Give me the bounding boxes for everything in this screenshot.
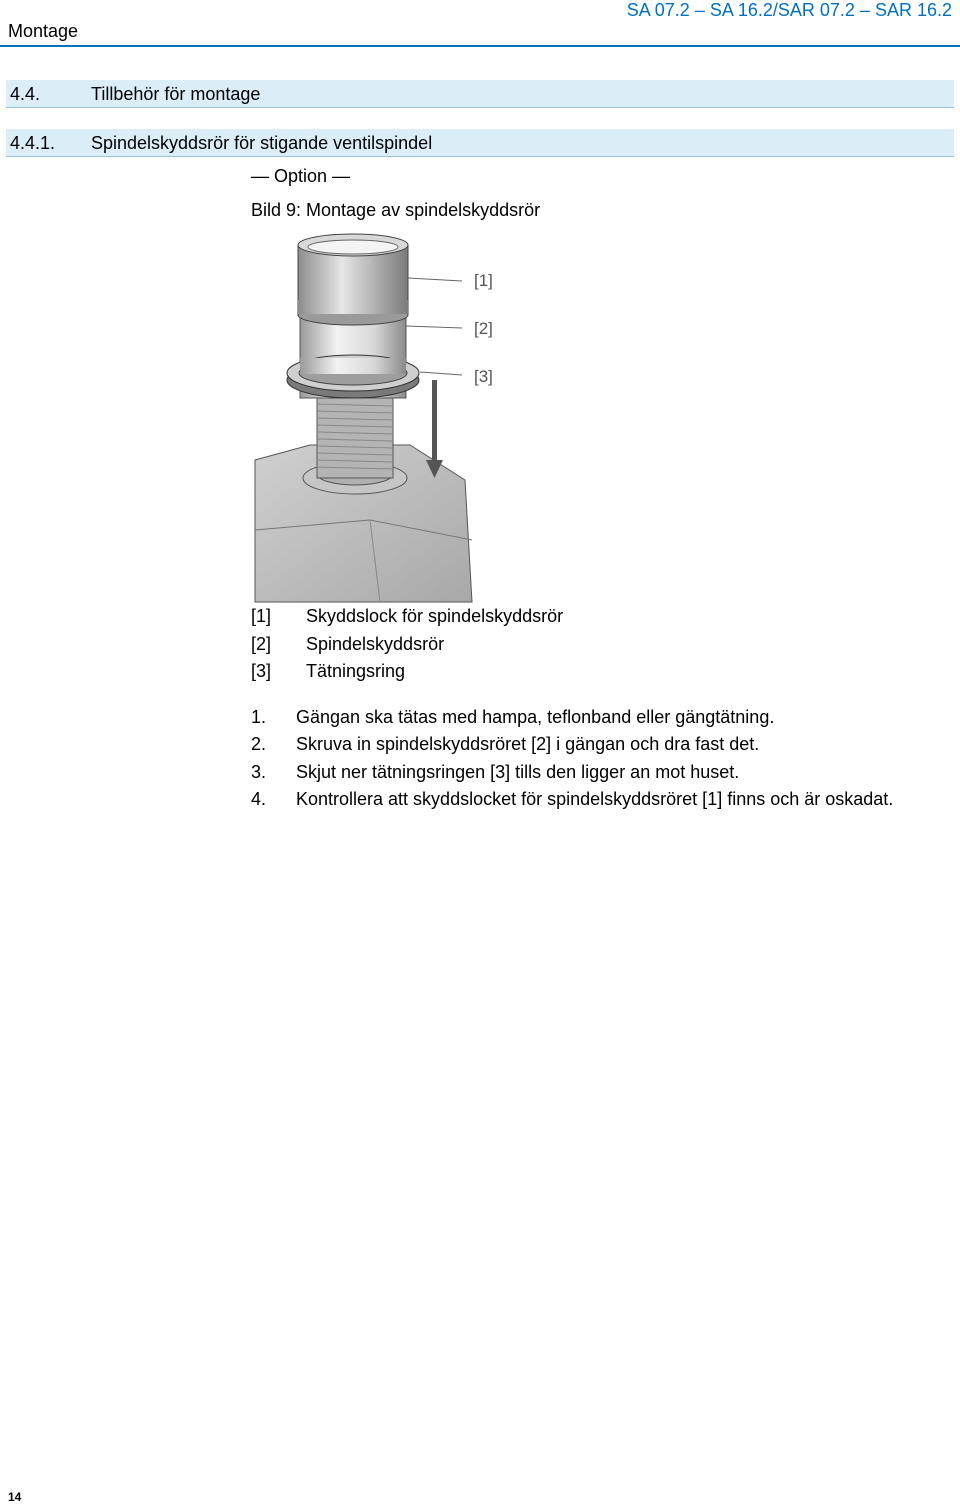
protective-cap [298,234,408,325]
legend-text: Tätningsring [306,661,406,681]
header-rule [0,45,960,47]
header-section: Montage [8,21,79,41]
legend-key: [2] [251,633,272,654]
subsection-title: Spindelskyddsrör för stigande ventilspindel [91,133,433,153]
legend-key: [3] [251,661,272,681]
callout-1: [1] [474,271,493,290]
step-text: Gängan ska tätas med hampa, teflonband eller gängtätning. [296,707,775,727]
spindle-protection-tube-illustration [250,230,510,605]
option-label: — Option — [251,166,351,186]
subsection-number: 4.4.1. [10,133,56,153]
section-title: Tillbehör för montage [91,84,261,104]
header-models: SA 07.2 – SA 16.2/SAR 07.2 – SAR 16.2 [626,0,952,20]
callout-2: [2] [474,319,493,338]
legend-text: Skyddslock för spindelskyddsrör [306,606,564,626]
step-text: Skruva in spindelskyddsröret [2] i gängan och dra fast det. [296,734,760,755]
step-text: Kontrollera att skyddslocket för spindelskyddsröret [1] finns och är oskadat. [296,788,894,809]
callout-3: [3] [474,367,493,386]
step-number: 3. [251,761,267,782]
section-heading-4-4 [6,80,954,108]
push-down-arrow-icon [426,380,443,478]
callout-leaders [406,278,462,375]
step-text: Skjut ner tätningsringen [3] tills den ligger an mot huset. [296,761,740,782]
step-number: 1. [251,707,267,727]
sealing-ring [287,355,419,398]
thread [317,398,393,478]
section-heading-4-4-1 [6,129,954,157]
step-number: 4. [251,788,267,809]
page-number: 14 [8,1490,22,1504]
legend-key: [1] [251,606,272,626]
legend-text: Spindelskyddsrör [306,633,445,654]
figure-caption: Bild 9: Montage av spindelskyddsrör [251,200,541,220]
section-number: 4.4. [10,84,41,104]
step-number: 2. [251,734,267,755]
